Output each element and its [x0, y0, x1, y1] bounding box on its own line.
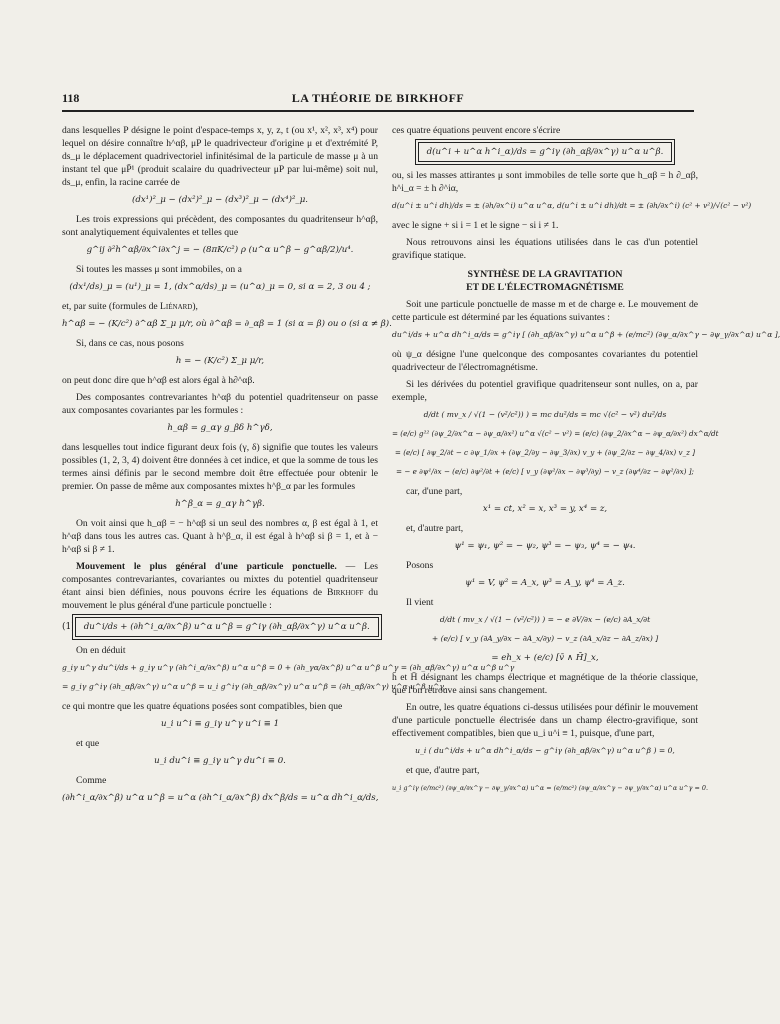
text-span: ),	[192, 301, 198, 312]
paragraph: où ψ_α désigne l'une quelconque des composantes covariantes du potentiel quadrivecteur de l'électromagnétisme.	[392, 349, 698, 373]
running-title: LA THÉORIE DE BIRKHOFF	[291, 91, 465, 105]
equation: u_i g^iγ (e/mc²) (∂ψ_α/∂x^γ − ∂ψ_γ/∂x^α) u^α = (e/mc²) (∂ψ_α/∂x^γ − ∂ψ_γ/∂x^α) u^α u^γ = 0.	[392, 784, 708, 792]
running-header	[62, 91, 694, 109]
page-number: 118	[62, 91, 80, 105]
paragraph: Des composantes contrevariantes h^αβ du potentiel quadritenseur on passe aux composantes covariantes par les formules :	[62, 392, 378, 416]
paragraph: Les trois expressions qui précèdent, des composantes du quadritenseur h^αβ, sont analytiquement équivalentes et telles que	[62, 214, 378, 238]
paragraph: Si les dérivées du potentiel gravifique quadritenseur sont nulles, on a, par exemple,	[392, 379, 698, 403]
equation: ψ¹ = ψ₁, ψ² = − ψ₂, ψ³ = − ψ₃, ψ⁴ = − ψ₄.	[454, 541, 636, 551]
equation: (dx¹/ds)_μ = (u¹)_μ = 1, (dx^α/ds)_μ = (u^α)_μ = 0, si α = 2, 3 ou 4 ;	[69, 282, 371, 292]
paragraph: ces quatre équations peuvent encore s'écrire	[392, 125, 561, 136]
equation: u_i du^i ≡ g_iγ u^γ du^i ≡ 0.	[154, 756, 286, 766]
paragraph: et, d'autre part,	[406, 523, 464, 534]
paragraph: Il vient	[406, 597, 434, 608]
paragraph: on peut donc dire que h^αβ est alors égal à h∂^αβ.	[62, 375, 255, 386]
equation: x¹ = ct, x² = x, x³ = y, x⁴ = z,	[482, 504, 608, 514]
section-heading: Mouvement le plus général d'une particule ponctuelle.	[76, 561, 337, 572]
paragraph: ou, si les masses attirantes μ sont immobiles de telle sorte que h_αβ = h ∂_αβ, h^i_α = ± h ∂^iα,	[392, 170, 698, 194]
section-heading	[392, 268, 698, 294]
numbered-equation	[62, 617, 378, 637]
text-span: — Les composantes contrevariantes, covariantes ou mixtes du potentiel quadritenseur étant ainsi bien définies, nous pouvons écrire les équations de	[62, 561, 378, 598]
equation: d(u^i + u^α h^i_α)/ds = g^iγ (∂h_αβ/∂x^γ) u^α u^β.	[418, 142, 673, 162]
author-name: Birkhoff	[327, 587, 364, 598]
equation: h = − (K/c²) Σ_μ μ/r,	[175, 356, 265, 366]
paragraph: Comme	[76, 775, 107, 786]
paragraph	[62, 300, 378, 313]
boxed-equation	[392, 142, 698, 162]
equation: ψ¹ = V, ψ² = A_x, ψ³ = A_y, ψ⁴ = A_z.	[465, 578, 625, 588]
equation: g_iγ u^γ du^i/ds + g_iγ u^γ (∂h^i_α/∂x^β) u^α u^β = 0 + (∂h_γα/∂x^β) u^α u^β u^γ = (∂h_αβ/∂x^γ) u^α u^β u^γ	[62, 663, 515, 672]
equation: = − e ∂ψ¹/∂x − (e/c) ∂ψ²/∂t + (e/c) [ v_y (∂ψ²/∂x − ∂ψ³/∂y) − v_z (∂ψ⁴/∂z − ∂ψ²/∂x) ];	[396, 467, 694, 476]
heading-line: SYNTHÈSE DE LA GRAVITATION	[467, 269, 623, 280]
paragraph: On voit ainsi que h_αβ = − h^αβ si un seul des nombres α, β est égal à 1, et h^αβ dans tous les autres cas. Quant à h^β_α, il est égal à h^αβ si β = 1, et à − h^αβ si β ≠ 1.	[62, 518, 378, 555]
paragraph: dans lesquelles P désigne le point d'espace-temps x, y, z, t (ou x¹, x², x³, x⁴) pour lequel on désire connaître h^αβ, μP le quadrivecteur d'origine μ et d'extrémité P, ds_μ le déplacement quadrivectoriel infinitésimal de la particule de masse μ à un instant tel que μP̄¹ (produit scalaire du quadrivecteur μP par lui-même) soit nul, ds_μ, enfin, la racine carrée de	[62, 125, 378, 188]
paragraph: ce qui montre que les quatre équations posées sont compatibles, bien que	[62, 701, 343, 712]
equation: d(u^i ± u^i dh)/ds = ± (∂h/∂x^i) u^α u^α, d(u^i ± u^i dh)/dt = ± (∂h/∂x^i) (c² + v²)/√(c² − v²)	[392, 201, 752, 210]
equation: d/dt ( mv_x / √(1 − (v²/c²)) ) = − e ∂V/∂x − (e/c) ∂A_x/∂t	[439, 615, 651, 624]
paragraph: car, d'une part,	[406, 486, 463, 497]
equation: (∂h^i_α/∂x^β) u^α u^β = u^α (∂h^i_α/∂x^β) dx^β/ds = u^α dh^i_α/ds,	[62, 793, 379, 803]
paragraph: et que	[76, 738, 100, 749]
paragraph: En outre, les quatre équations ci-dessus utilisées pour définir le mouvement d'une particule ponctuelle électrisée dans un champ électro-gravifique, sont effectivement compatibles, bien que u_i u^i ≡ 1, puisque, d'une part,	[392, 702, 698, 739]
paragraph: Posons	[406, 560, 434, 571]
equation: = g_iγ g^iγ (∂h_αβ/∂x^γ) u^α u^β = u_i g^iγ (∂h_αβ/∂x^γ) u^α u^β = (∂h_αβ/∂x^γ) u^α u^β u^γ,	[62, 682, 447, 691]
paragraph: Si, dans ce cas, nous posons	[76, 338, 184, 349]
paragraph	[62, 560, 378, 612]
header-rule	[62, 110, 694, 112]
equation: h_αβ = g_αγ g_βδ h^γδ,	[167, 423, 273, 433]
equation: u_i ( du^i/ds + u^α dh^i_α/ds − g^iγ (∂h_αβ/∂x^γ) u^α u^β ) = 0,	[415, 746, 675, 755]
equation: = (e/c) g²² (∂ψ_2/∂x^α − ∂ψ_α/∂x²) u^α √(c² − v²) = (e/c) (∂ψ_2/∂x^α − ∂ψ_α/∂x²) dx^α/dt	[392, 429, 719, 438]
paragraph: Soit une particule ponctuelle de masse m et de charge e. Le mouvement de cette particule est déterminé par les équations suivantes :	[392, 299, 698, 323]
boxed-equation	[75, 617, 379, 637]
equation: du^i/ds + u^α dh^i_α/ds = g^iγ [ (∂h_αβ/∂x^γ) u^α u^β + (e/mc²) (∂ψ_α/∂x^γ − ∂ψ_γ/∂x^α) u^α ],	[392, 330, 780, 339]
equation: du^i/ds + (∂h^i_α/∂x^β) u^α u^β = g^iγ (∂h_αβ/∂x^γ) u^α u^β.	[75, 617, 379, 637]
text-span: du mouvement le plus général d'une particule ponctuelle :	[62, 587, 379, 611]
paragraph: avec le signe + si i = 1 et le signe − si i ≠ 1.	[392, 220, 559, 231]
equation: + (e/c) [ v_y (∂A_y/∂x − ∂A_x/∂y) − v_z (∂A_x/∂z − ∂A_z/∂x) ]	[431, 634, 659, 643]
paragraph: Nous retrouvons ainsi les équations utilisées dans le cas d'un potentiel gravifique statique.	[392, 237, 698, 261]
equation: h^αβ = − (K/c²) ∂^αβ Σ_μ μ/r, où ∂^αβ = ∂_αβ = 1 (si α = β) ou o (si α ≠ β).	[62, 319, 392, 329]
paragraph: On en déduit	[76, 645, 126, 656]
right-column	[392, 124, 780, 801]
paragraph: dans lesquelles tout indice figurant deux fois (γ, δ) signifie que toutes les valeurs possibles (1, 2, 3, 4) doivent être données à cet indice, et que la somme de tous les termes ainsi définis par le second membre doit être effectuée pour obtenir le premier. On passe de même aux composantes mixtes h^β_α par les formules	[62, 442, 378, 492]
paragraph: Si toutes les masses μ sont immobiles, on a	[76, 264, 242, 275]
paragraph: h̄ et H̄ désignant les champs électrique et magnétique de la théorie classique, que l'on retrouve ainsi sans changement.	[392, 672, 698, 696]
equation-number: (1)	[62, 622, 75, 632]
equation: = eh_x + (e/c) [v̄ ∧ H̄]_x,	[491, 653, 599, 663]
heading-line: ET DE L'ÉLECTROMAGNÉTISME	[466, 282, 624, 293]
equation: = (e/c) [ ∂ψ_2/∂t − c ∂ψ_1/∂x + (∂ψ_2/∂y − ∂ψ_3/∂x) v_y + (∂ψ_2/∂z − ∂ψ_4/∂x) v_z ]	[394, 448, 696, 457]
equation: g^ij ∂²h^αβ/∂x^i∂x^j = − (8πK/c²) ρ (u^α u^β − g^αβ/2)/u⁴.	[86, 245, 354, 255]
equation: (dx¹)²_μ − (dx²)²_μ − (dx³)²_μ − (dx⁴)²_μ.	[131, 195, 309, 205]
equation: u_i u^i ≡ g_iγ u^γ u^i ≡ 1	[160, 719, 280, 729]
author-name: Liénard	[160, 301, 193, 312]
paragraph: et que, d'autre part,	[406, 765, 480, 776]
text-span: et, par suite (formules de	[62, 301, 161, 312]
equation: d/dt ( mv_x / √(1 − (v²/c²)) ) = mc du²/ds = mc √(c² − v²) du²/ds	[423, 410, 667, 419]
equation: h^β_α = g_αγ h^γβ.	[175, 499, 265, 509]
